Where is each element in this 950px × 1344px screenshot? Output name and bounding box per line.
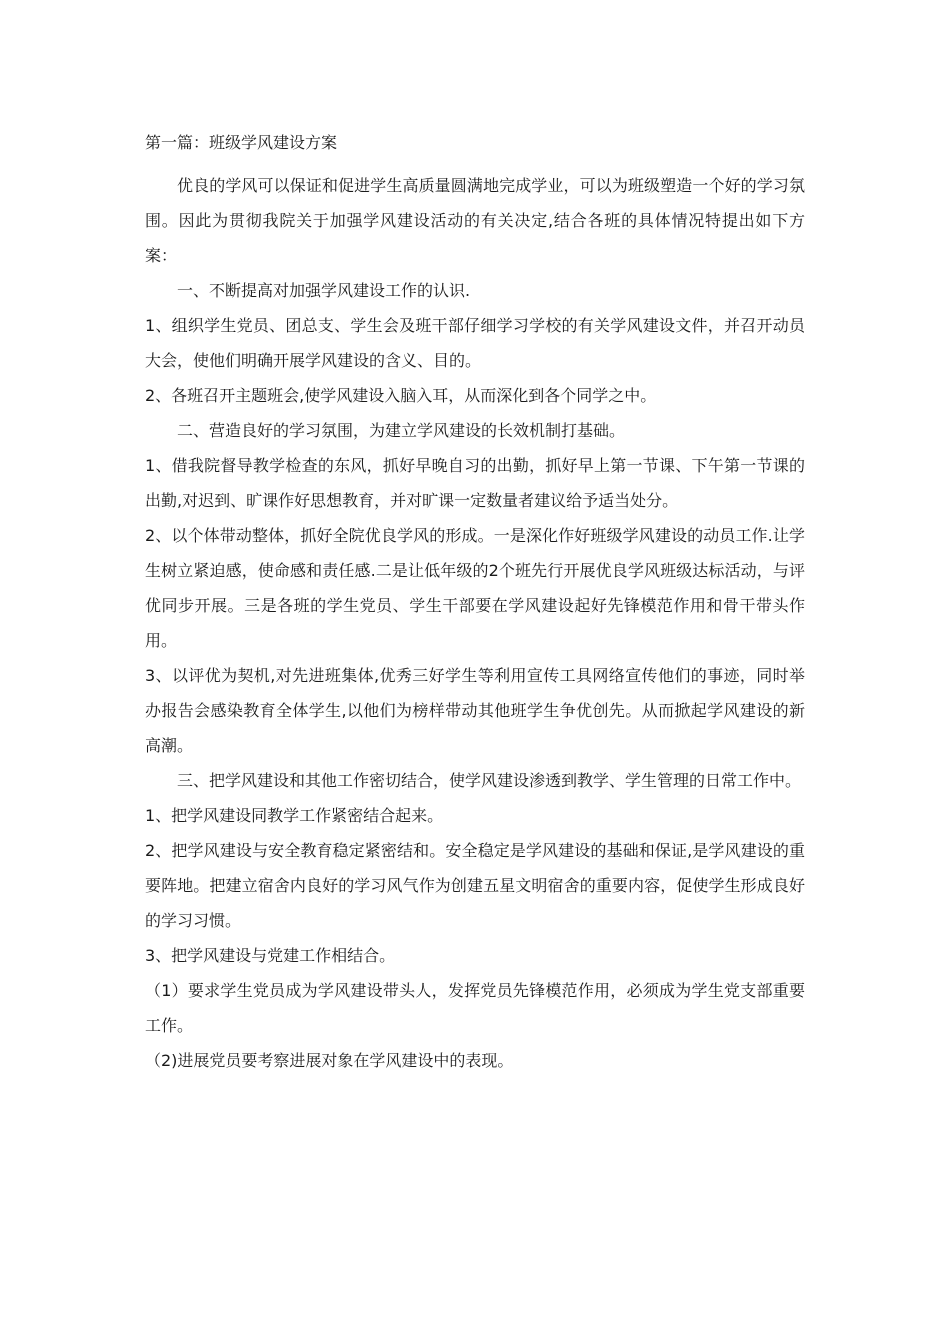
list-item: 1、组织学生党员、团总支、学生会及班干部仔细学习学校的有关学风建设文件，并召开动员大会，使他们明确开展学风建设的含义、目的。 (145, 316, 805, 370)
list-item: 3、以评优为契机,对先进班集体,优秀三好学生等利用宣传工具网络宣传他们的事迹，同时举办报告会感染教育全体学生,以他们为榜样带动其他班学生争优创先。从而掀起学风建设的新高潮。 (145, 666, 805, 755)
list-item: 1、把学风建设同教学工作紧密结合起来。 (145, 806, 444, 825)
section-heading-1: 一、不断提高对加强学风建设工作的认识. (177, 281, 471, 300)
list-item: 2、各班召开主题班会,使学风建设入脑入耳，从而深化到各个同学之中。 (145, 386, 657, 405)
sub-list-item: （1）要求学生党员成为学风建设带头人，发挥党员先锋模范作用，必须成为学生党支部重要工作。 (145, 981, 805, 1035)
list-item: 2、把学风建设与安全教育稳定紧密结和。安全稳定是学风建设的基础和保证,是学风建设的重要阵地。把建立宿舍内良好的学习风气作为创建五星文明宿舍的重要内容，促使学生形成良好的学习习惯。 (145, 841, 805, 930)
list-item: 3、把学风建设与党建工作相结合。 (145, 946, 396, 965)
document-title: 第一篇：班级学风建设方案 (145, 133, 338, 152)
list-item: 1、借我院督导教学检查的东风，抓好早晚自习的出勤，抓好早上第一节课、下午第一节课的出勤,对迟到、旷课作好思想教育，并对旷课一定数量者建议给予适当处分。 (145, 456, 805, 510)
section-heading-3: 三、把学风建设和其他工作密切结合，使学风建设渗透到教学、学生管理的日常工作中。 (177, 771, 802, 790)
list-item: 2、以个体带动整体，抓好全院优良学风的形成。一是深化作好班级学风建设的动员工作.让学生树立紧迫感，使命感和责任感.二是让低年级的2个班先行开展优良学风班级达标活动，与评优同步开展。三是各班的学生党员、学生干部要在学风建设起好先锋模范作用和骨干带头作用。 (145, 526, 805, 650)
section-heading-2: 二、营造良好的学习氛围，为建立学风建设的长效机制打基础。 (177, 421, 626, 440)
sub-list-item: （2)进展党员要考察进展对象在学风建设中的表现。 (145, 1051, 514, 1070)
paragraph-intro: 优良的学风可以保证和促进学生高质量圆满地完成学业，可以为班级塑造一个好的学习氛围。因此为贯彻我院关于加强学风建设活动的有关决定,结合各班的具体情况特提出如下方案： (145, 176, 805, 265)
document-page (145, 132, 805, 1078)
